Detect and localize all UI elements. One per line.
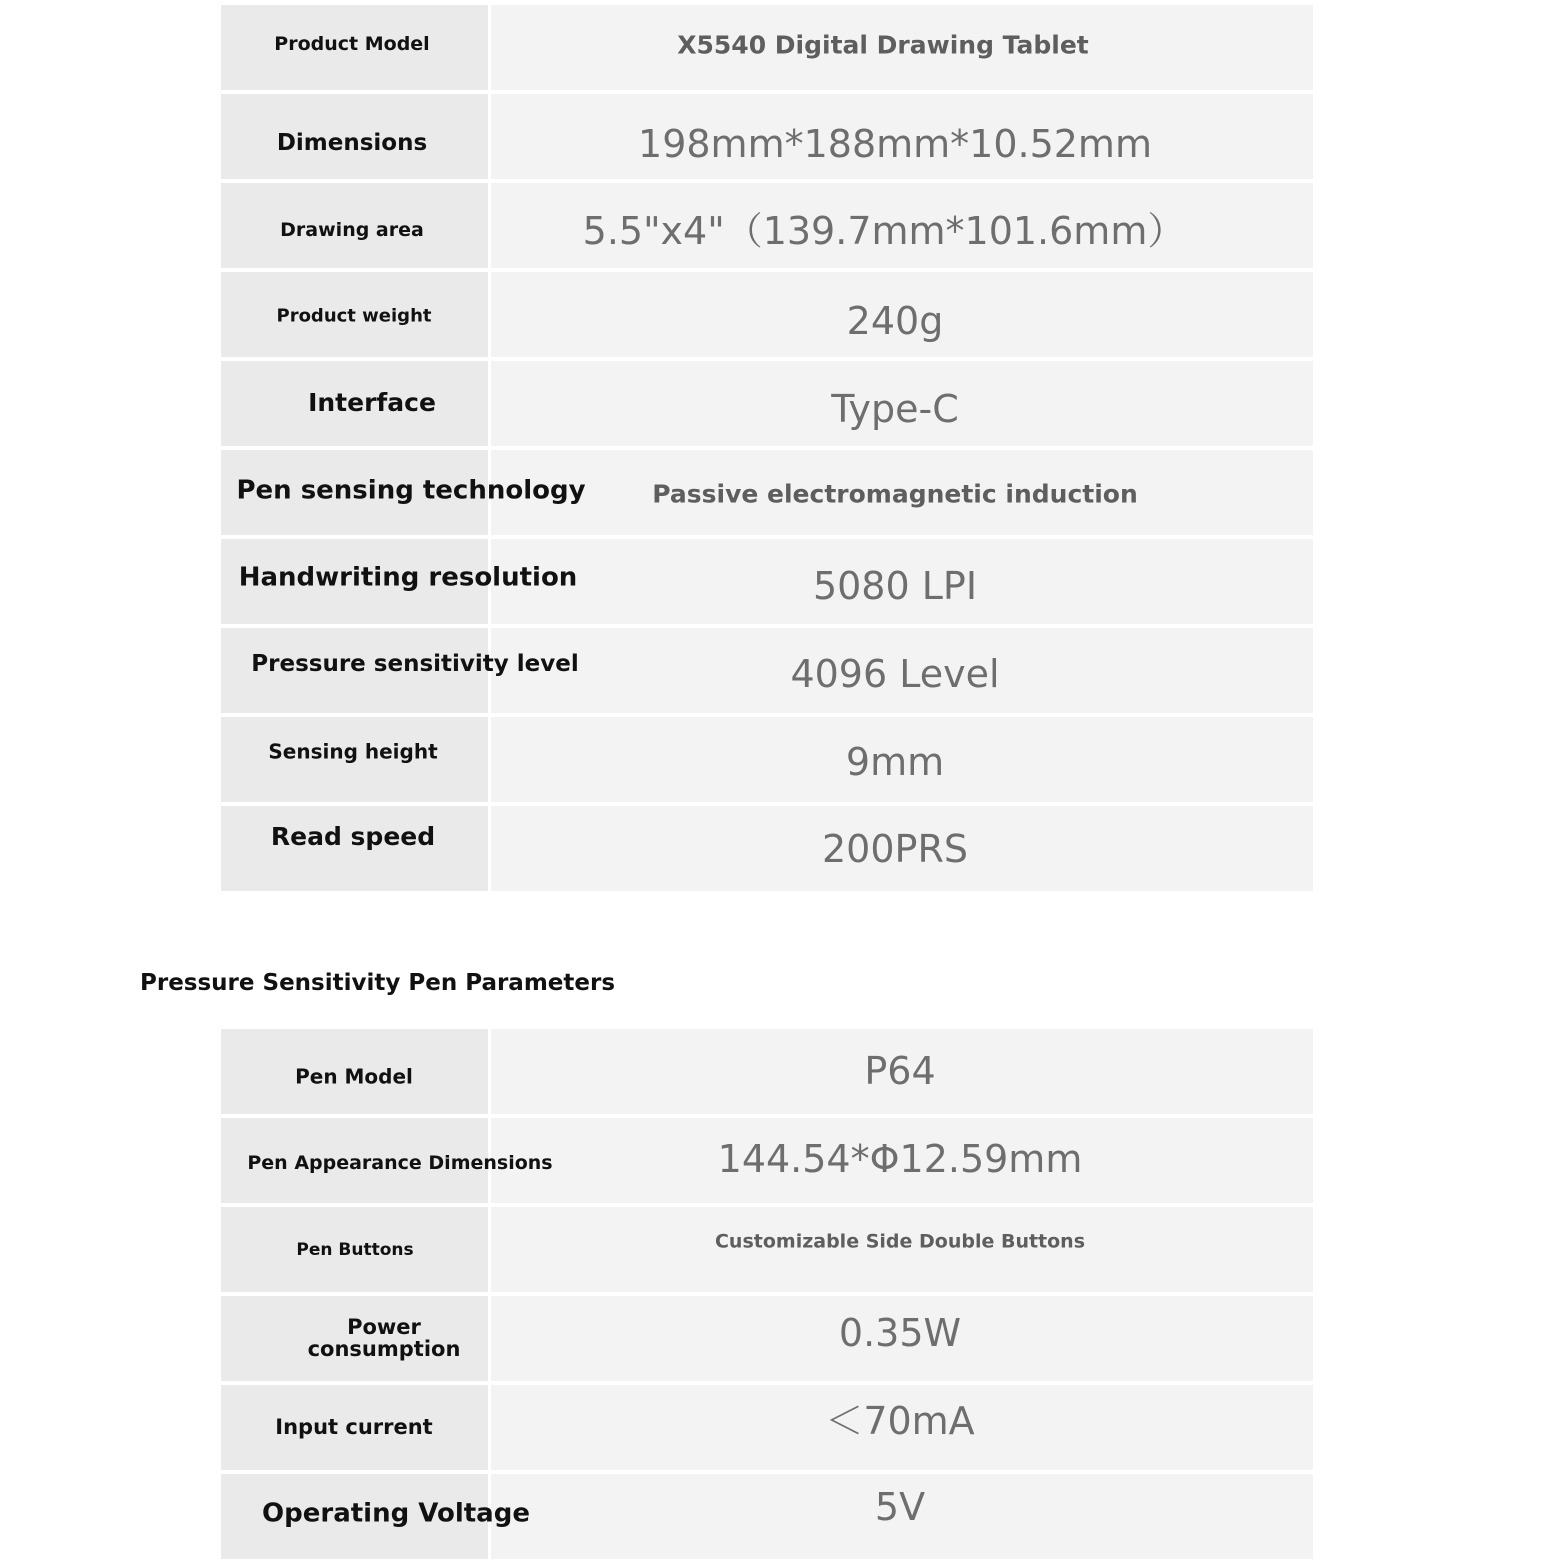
spec-row-product-weight [221, 272, 1313, 357]
spec-label [308, 1316, 461, 1360]
spec-row-pen-sensing [221, 450, 1313, 535]
spec-label: Product weight [276, 305, 432, 327]
spec-row-handwriting-resolution [221, 539, 1313, 624]
spec-label: Pen Model [295, 1064, 413, 1089]
spec-value: 9mm [845, 740, 945, 784]
spec-label: Pen Appearance Dimensions [247, 1152, 553, 1175]
spec-value: 4096 Level [790, 652, 1000, 696]
pen-row-dimensions [221, 1118, 1313, 1203]
spec-row-dimensions [221, 94, 1313, 179]
spec-row-interface [221, 361, 1313, 446]
spec-label: Interface [308, 387, 436, 417]
spec-value: Customizable Side Double Buttons [714, 1230, 1086, 1253]
spec-label: Operating Voltage [262, 1498, 530, 1529]
spec-value: 198mm*188mm*10.52mm [638, 122, 1152, 166]
pen-row-model [221, 1029, 1313, 1114]
pen-spec-table [221, 1029, 1313, 1563]
spec-label: Pen Buttons [296, 1240, 414, 1261]
spec-label: Read speed [270, 821, 436, 851]
section-title: Pressure Sensitivity Pen Parameters [140, 970, 616, 996]
spec-row-read-speed [221, 806, 1313, 891]
spec-value: 5V [874, 1485, 926, 1529]
spec-value: Passive electromagnetic induction [652, 479, 1138, 509]
spec-label: Pressure sensitivity level [251, 650, 579, 677]
spec-value: 5.5"x4"（139.7mm*101.6mm） [582, 209, 1186, 253]
spec-label: Sensing height [268, 739, 438, 764]
spec-label: Dimensions [276, 129, 428, 156]
spec-row-sensing-height [221, 717, 1313, 802]
spec-row-pressure-level [221, 628, 1313, 713]
spec-value: Type-C [831, 387, 959, 431]
spec-label: Pen sensing technology [236, 475, 586, 506]
tablet-spec-table [221, 5, 1313, 895]
pen-row-power [221, 1296, 1313, 1381]
spec-label: Input current [275, 1414, 433, 1439]
spec-row-drawing-area [221, 183, 1313, 268]
spec-label-line: consumption [307, 1337, 461, 1361]
spec-label-line: Power [347, 1314, 421, 1339]
pen-row-buttons [221, 1207, 1313, 1292]
pen-row-voltage [221, 1474, 1313, 1559]
spec-label: Handwriting resolution [238, 562, 578, 593]
spec-row-product-model [221, 5, 1313, 90]
spec-value: ＜70mA [825, 1399, 975, 1443]
pen-row-input-current [221, 1385, 1313, 1470]
spec-value: 200PRS [822, 827, 968, 871]
spec-value: 240g [846, 299, 944, 343]
spec-label: Product Model [274, 33, 430, 56]
spec-label: Drawing area [280, 219, 424, 242]
spec-value: X5540 Digital Drawing Tablet [677, 30, 1089, 60]
spec-value: P64 [864, 1049, 936, 1093]
spec-value: 144.54*Φ12.59mm [717, 1137, 1083, 1181]
spec-value: 0.35W [838, 1311, 962, 1355]
spec-value: 5080 LPI [812, 564, 978, 608]
